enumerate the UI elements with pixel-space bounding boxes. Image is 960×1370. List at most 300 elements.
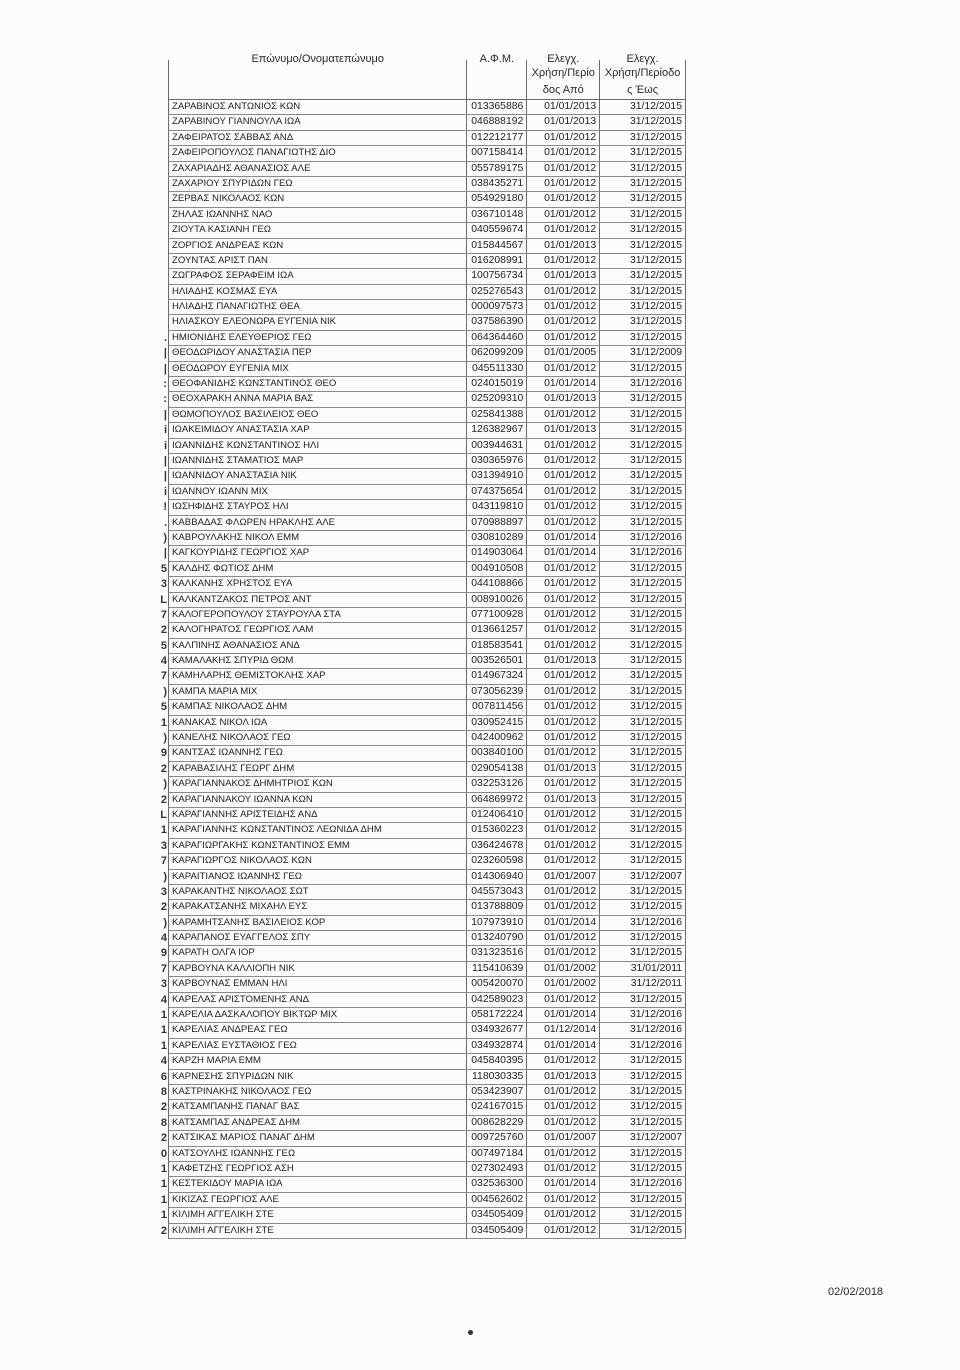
table-row: [160, 1085, 686, 1100]
table-row: [160, 823, 686, 838]
row-name: ΚΑΡΑΓΙΩΡΓΑΚΗΣ ΚΩΝΣΤΑΝΤΙΝΟΣ ΕΜΜ: [169, 839, 467, 853]
row-afm: 015360223: [467, 823, 527, 837]
row-afm: 034932677: [467, 1023, 527, 1037]
row-period-from: 01/01/2012: [527, 254, 600, 268]
table-row: [160, 639, 686, 654]
row-margin-mark: |: [163, 347, 167, 360]
row-period-to: 31/01/2011: [600, 962, 686, 976]
row-afm: 045511330: [467, 362, 527, 376]
table-row: [168, 177, 686, 192]
row-period-from: 01/01/2002: [527, 962, 600, 976]
row-afm: 024015019: [467, 377, 527, 391]
row-name: ΚΑΡΕΛΙΑΣ ΕΥΣΤΑΘΙΟΣ ΓΕΩ: [169, 1039, 467, 1053]
row-period-to: 31/12/2015: [600, 685, 686, 699]
row-name: ΚΑΡΑΚΑΤΣΑΝΗΣ ΜΙΧΑΗΛ ΕΥΣ: [169, 900, 467, 914]
row-period-to: 31/12/2016: [600, 1023, 686, 1037]
row-afm: 077100928: [467, 608, 527, 622]
row-period-from: 01/01/2014: [527, 1039, 600, 1053]
row-name: ΚΑΡΒΟΥΝΑ ΚΑΛΛΙΟΠΗ ΝΙΚ: [169, 962, 467, 976]
row-period-to: 31/12/2015: [600, 362, 686, 376]
row-name: ΚΙΛΙΜΗ ΑΓΓΕΛΙΚΗ ΣΤΕ: [169, 1224, 467, 1238]
row-period-from: 01/01/2007: [527, 1131, 600, 1145]
row-margin-mark: |: [163, 547, 167, 560]
row-period-to: 31/12/2015: [600, 1116, 686, 1130]
row-name: ΘΕΟΔΩΡΙΔΟΥ ΑΝΑΣΤΑΣΙΑ ΠΕΡ: [169, 346, 467, 360]
row-period-to: 31/12/2015: [600, 900, 686, 914]
row-period-to: 31/12/2007: [600, 870, 686, 884]
row-margin-mark: 3: [160, 839, 167, 852]
row-afm: 007158414: [467, 146, 527, 160]
row-name: ΚΑΛΔΗΣ ΦΩΤΙΟΣ ΔΗΜ: [169, 562, 467, 576]
row-name: ΙΩΣΗΦΙΔΗΣ ΣΤΑΥΡΟΣ ΗΛΙ: [169, 500, 467, 514]
table-row: [163, 362, 686, 377]
table-row: [160, 854, 686, 869]
row-period-to: 31/12/2016: [600, 916, 686, 930]
row-margin-mark: 7: [160, 670, 167, 683]
table-row: [160, 993, 686, 1008]
row-margin-mark: 7: [160, 608, 167, 621]
row-name: ΚΑΛΟΓΗΡΑΤΟΣ ΓΕΩΡΓΙΟΣ ΛΑΜ: [169, 623, 467, 637]
row-period-to: 31/12/2015: [600, 639, 686, 653]
table-row: [163, 423, 686, 438]
table-row: [168, 239, 686, 254]
row-afm: 000097573: [467, 300, 527, 314]
row-afm: 115410639: [467, 962, 527, 976]
row-name: ΙΩΑΚΕΙΜΙΔΟΥ ΑΝΑΣΤΑΣΙΑ ΧΑΡ: [169, 423, 467, 437]
row-margin-mark: 7: [160, 962, 167, 975]
table-row: [160, 1100, 686, 1115]
row-period-to: 31/12/2015: [600, 700, 686, 714]
row-period-from: 01/01/2012: [527, 639, 600, 653]
row-period-to: 31/12/2015: [600, 854, 686, 868]
row-afm: 118030335: [467, 1070, 527, 1084]
row-period-from: 01/01/2012: [527, 192, 600, 206]
row-afm: 008628229: [467, 1116, 527, 1130]
row-period-from: 01/01/2005: [527, 346, 600, 360]
header-from-top: Ελεγχ.: [547, 53, 580, 65]
table-row: [160, 1116, 686, 1131]
table-row: [163, 731, 686, 746]
row-period-from: 01/01/2012: [527, 177, 600, 191]
row-name: ΚΑΡΑΚΑΝΤΗΣ ΝΙΚΟΛΑΟΣ ΣΩΤ: [169, 885, 467, 899]
row-period-to: 31/12/2015: [600, 192, 686, 206]
row-period-from: 01/01/2014: [527, 1177, 600, 1191]
row-period-to: 31/12/2015: [600, 608, 686, 622]
table-row: [160, 946, 686, 961]
row-name: ΚΑΦΕΤΖΗΣ ΓΕΩΡΓΙΟΣ ΑΣΗ: [169, 1162, 467, 1176]
row-margin-mark: 3: [160, 885, 167, 898]
row-afm: 013788809: [467, 900, 527, 914]
row-name: ΚΑΡΝΕΣΗΣ ΣΠΥΡΙΔΩΝ ΝΙΚ: [169, 1070, 467, 1084]
row-period-from: 01/01/2012: [527, 900, 600, 914]
row-period-from: 01/01/2013: [527, 654, 600, 668]
row-name: ΚΑΝΤΣΑΣ ΙΩΑΝΝΗΣ ΓΕΩ: [169, 746, 467, 760]
table-row: [163, 485, 686, 500]
row-period-from: 01/01/2014: [527, 531, 600, 545]
table-row: [160, 716, 686, 731]
row-period-from: 01/01/2012: [527, 500, 600, 514]
row-period-to: 31/12/2015: [600, 146, 686, 160]
row-period-from: 01/01/2012: [527, 608, 600, 622]
row-name: ΚΑΒΒΑΔΑΣ ΦΛΩΡΕΝ ΗΡΑΚΛΗΣ ΑΛΕ: [169, 516, 467, 530]
row-afm: 004910508: [467, 562, 527, 576]
row-margin-mark: 0: [160, 1147, 167, 1160]
row-period-from: 01/01/2012: [527, 623, 600, 637]
row-afm: 040559674: [467, 223, 527, 237]
row-afm: 012212177: [467, 131, 527, 145]
row-period-to: 31/12/2015: [600, 485, 686, 499]
row-period-to: 31/12/2015: [600, 439, 686, 453]
table-row: [168, 269, 686, 284]
row-period-from: 01/01/2012: [527, 131, 600, 145]
row-period-to: 31/12/2015: [600, 808, 686, 822]
row-period-from: 01/01/2012: [527, 593, 600, 607]
row-period-to: 31/12/2016: [600, 377, 686, 391]
row-period-from: 01/01/2002: [527, 977, 600, 991]
row-afm: 032253126: [467, 777, 527, 791]
table-row: [160, 1147, 686, 1162]
row-period-to: 31/12/2015: [600, 408, 686, 422]
table-row: [163, 916, 686, 931]
row-period-from: 01/01/2012: [527, 746, 600, 760]
row-period-to: 31/12/2015: [600, 100, 686, 114]
row-margin-mark: :: [163, 393, 167, 406]
row-margin-mark: :: [163, 378, 167, 391]
row-name: ΚΑΡΑΓΙΑΝΝΑΚΟΣ ΔΗΜΗΤΡΙΟΣ ΚΩΝ: [169, 777, 467, 791]
row-afm: 042589023: [467, 993, 527, 1007]
row-period-to: 31/12/2015: [600, 239, 686, 253]
row-name: ΚΑΡΕΛΑΣ ΑΡΙΣΤΟΜΕΝΗΣ ΑΝΔ: [169, 993, 467, 1007]
row-afm: 025841388: [467, 408, 527, 422]
row-name: ΚΑΛΠΙΝΗΣ ΑΘΑΝΑΣΙΟΣ ΑΝΔ: [169, 639, 467, 653]
row-name: ΖΙΟΥΤΑ ΚΑΣΙΑΝΗ ΓΕΩ: [169, 223, 467, 237]
row-afm: 030810289: [467, 531, 527, 545]
row-period-from: 01/01/2012: [527, 1224, 600, 1238]
table-row: [160, 977, 686, 992]
row-name: ΚΑΤΣΙΚΑΣ ΜΑΡΙΟΣ ΠΑΝΑΓ ΔΗΜ: [169, 1131, 467, 1145]
table-row: [160, 762, 686, 777]
row-period-to: 31/12/2015: [600, 946, 686, 960]
row-afm: 013240790: [467, 931, 527, 945]
row-name: ΚΑΜΑΛΑΚΗΣ ΣΠΥΡΙΔ ΘΩΜ: [169, 654, 467, 668]
row-name: ΚΑΛΚΑΝΗΣ ΧΡΗΣΤΟΣ ΕΥΑ: [169, 577, 467, 591]
row-name: ΚΑΤΣΟΥΛΗΣ ΙΩΑΝΝΗΣ ΓΕΩ: [169, 1147, 467, 1161]
row-name: ΚΑΜΠΑΣ ΝΙΚΟΛΑΟΣ ΔΗΜ: [169, 700, 467, 714]
row-name: ΚΕΣΤΕΚΙΔΟΥ ΜΑΡΙΑ ΙΩΑ: [169, 1177, 467, 1191]
row-name: ΖΕΡΒΑΣ ΝΙΚΟΛΑΟΣ ΚΩΝ: [169, 192, 467, 206]
row-period-to: 31/12/2015: [600, 654, 686, 668]
row-period-to: 31/12/2015: [600, 177, 686, 191]
table-row: [160, 931, 686, 946]
row-name: ΚΑΡΑΤΗ ΟΛΓΑ ΙΟΡ: [169, 946, 467, 960]
table-row: [163, 377, 686, 392]
row-margin-mark: 4: [160, 993, 167, 1006]
row-period-from: 01/01/2013: [527, 392, 600, 406]
row-margin-mark: 2: [160, 793, 167, 806]
row-name: ΙΩΑΝΝΙΔΗΣ ΚΩΝΣΤΑΝΤΙΝΟΣ ΗΛΙ: [169, 439, 467, 453]
row-name: ΚΑΡΑΒΑΣΙΛΗΣ ΓΕΩΡΓ ΔΗΜ: [169, 762, 467, 776]
row-name: ΗΛΙΑΣΚΟΥ ΕΛΕΟΝΩΡΑ ΕΥΓΕΝΙΑ ΝΙΚ: [169, 315, 467, 329]
row-afm: 100756734: [467, 269, 527, 283]
row-period-from: 01/01/2012: [527, 1085, 600, 1099]
table-row: [160, 839, 686, 854]
row-afm: 029054138: [467, 762, 527, 776]
header-name: [169, 53, 467, 99]
table-row: [160, 808, 686, 823]
row-period-from: 01/01/2012: [527, 454, 600, 468]
row-afm: 013365886: [467, 100, 527, 114]
table-row: [163, 777, 686, 792]
table-row: [160, 1054, 686, 1069]
row-afm: 018583541: [467, 639, 527, 653]
row-name: ΚΑΡΒΟΥΝΑΣ ΕΜΜΑΝ ΗΛΙ: [169, 977, 467, 991]
row-period-from: 01/01/2013: [527, 269, 600, 283]
row-margin-mark: 3: [160, 578, 167, 591]
row-margin-mark: 1: [160, 1009, 167, 1022]
table-row: [160, 962, 686, 977]
row-period-to: 31/12/2015: [600, 300, 686, 314]
table-row: [160, 1177, 686, 1192]
row-afm: 013661257: [467, 623, 527, 637]
row-period-from: 01/01/2013: [527, 115, 600, 129]
row-name: ΚΑΜΠΑ ΜΑΡΙΑ ΜΙΧ: [169, 685, 467, 699]
row-margin-mark: 2: [160, 901, 167, 914]
row-period-to: 31/12/2015: [600, 1100, 686, 1114]
row-name: ΚΑΡΕΛΙΑΣ ΑΝΔΡΕΑΣ ΓΕΩ: [169, 1023, 467, 1037]
row-name: ΚΑΡΑΓΙΩΡΓΟΣ ΝΙΚΟΛΑΟΣ ΚΩΝ: [169, 854, 467, 868]
row-afm: 107973910: [467, 916, 527, 930]
row-period-from: 01/01/2013: [527, 762, 600, 776]
row-period-from: 01/01/2013: [527, 423, 600, 437]
row-margin-mark: 2: [160, 1101, 167, 1114]
row-margin-mark: ): [163, 916, 167, 929]
table-row: [160, 562, 686, 577]
row-margin-mark: |: [163, 362, 167, 375]
row-margin-mark: 1: [160, 1209, 167, 1222]
row-margin-mark: 4: [160, 655, 167, 668]
table-row: [163, 439, 686, 454]
row-period-to: 31/12/2015: [600, 885, 686, 899]
row-name: ΚΑΛΟΓΕΡΟΠΟΥΛΟΥ ΣΤΑΥΡΟΥΛΑ ΣΤΑ: [169, 608, 467, 622]
row-afm: 004562602: [467, 1193, 527, 1207]
row-afm: 043119810: [467, 500, 527, 514]
row-name: ΖΑΡΑΒΙΝΟΣ ΑΝΤΩΝΙΟΣ ΚΩΝ: [169, 100, 467, 114]
row-afm: 042400962: [467, 731, 527, 745]
table-row: [168, 162, 686, 177]
row-margin-mark: L: [160, 808, 167, 821]
row-period-to: 31/12/2015: [600, 993, 686, 1007]
row-name: ΚΑΡΑΜΗΤΣΑΝΗΣ ΒΑΣΙΛΕΙΟΣ ΚΟΡ: [169, 916, 467, 930]
table-row: [160, 577, 686, 592]
row-name: ΗΛΙΑΔΗΣ ΠΑΝΑΓΙΩΤΗΣ ΘΕΑ: [169, 300, 467, 314]
table-row: [160, 1224, 686, 1239]
row-period-to: 31/12/2015: [600, 669, 686, 683]
row-afm: 073056239: [467, 685, 527, 699]
row-name: ΚΙΛΙΜΗ ΑΓΓΕΛΙΚΗ ΣΤΕ: [169, 1208, 467, 1222]
table-row: [163, 685, 686, 700]
row-afm: 008910026: [467, 593, 527, 607]
row-name: ΖΑΦΕΙΡΟΠΟΥΛΟΣ ΠΑΝΑΓΙΩΤΗΣ ΔΙΟ: [169, 146, 467, 160]
row-period-from: 01/01/2012: [527, 362, 600, 376]
row-period-from: 01/01/2012: [527, 516, 600, 530]
row-name: ΚΙΚΙΖΑΣ ΓΕΩΡΓΙΟΣ ΑΛΕ: [169, 1193, 467, 1207]
row-period-from: 01/01/2013: [527, 793, 600, 807]
row-margin-mark: 1: [160, 1193, 167, 1206]
row-period-from: 01/01/2012: [527, 300, 600, 314]
row-afm: 032536300: [467, 1177, 527, 1191]
row-period-to: 31/12/2015: [600, 716, 686, 730]
row-afm: 031394910: [467, 469, 527, 483]
row-afm: 037586390: [467, 315, 527, 329]
row-period-to: 31/12/2015: [600, 469, 686, 483]
row-afm: 034505409: [467, 1208, 527, 1222]
row-period-to: 31/12/2015: [600, 208, 686, 222]
row-afm: 034932874: [467, 1039, 527, 1053]
row-period-from: 01/01/2012: [527, 223, 600, 237]
row-period-from: 01/01/2012: [527, 669, 600, 683]
row-period-from: 01/01/2014: [527, 1008, 600, 1022]
row-period-to: 31/12/2015: [600, 593, 686, 607]
row-name: ΖΑΧΑΡΙΑΔΗΣ ΑΘΑΝΑΣΙΟΣ ΑΛΕ: [169, 162, 467, 176]
row-afm: 058172224: [467, 1008, 527, 1022]
row-period-from: 01/01/2012: [527, 1208, 600, 1222]
header-afm-label: Α.Φ.Μ.: [479, 53, 515, 65]
row-period-to: 31/12/2015: [600, 823, 686, 837]
row-margin-mark: |: [163, 408, 167, 421]
row-name: ΚΑΡΑΙΤΙΑΝΟΣ ΙΩΑΝΝΗΣ ΓΕΩ: [169, 870, 467, 884]
row-period-to: 31/12/2015: [600, 1162, 686, 1176]
row-period-from: 01/01/2012: [527, 993, 600, 1007]
row-afm: 034505409: [467, 1224, 527, 1238]
row-period-from: 01/01/2012: [527, 285, 600, 299]
row-period-to: 31/12/2015: [600, 1147, 686, 1161]
table-row: [168, 131, 686, 146]
table-row: [168, 254, 686, 269]
taxpayer-table: [160, 53, 686, 1239]
row-margin-mark: 1: [160, 1162, 167, 1175]
row-afm: 053423907: [467, 1085, 527, 1099]
row-period-to: 31/12/2015: [600, 1224, 686, 1238]
row-period-from: 01/01/2012: [527, 946, 600, 960]
row-name: ΚΑΝΕΛΗΣ ΝΙΚΟΛΑΟΣ ΓΕΩ: [169, 731, 467, 745]
row-period-to: 31/12/2015: [600, 931, 686, 945]
table-row: [163, 870, 686, 885]
header-period-from: [527, 53, 600, 99]
row-period-to: 31/12/2015: [600, 1054, 686, 1068]
row-name: ΚΑΡΖΗ ΜΑΡΙΑ ΕΜΜ: [169, 1054, 467, 1068]
table-row: [163, 469, 686, 484]
row-name: ΗΜΙΟΝΙΔΗΣ ΕΛΕΥΘΕΡΙΟΣ ΓΕΩ: [169, 331, 467, 345]
row-period-from: 01/01/2014: [527, 916, 600, 930]
row-margin-mark: 8: [160, 1116, 167, 1129]
row-afm: 064869972: [467, 793, 527, 807]
header-from-line1: Χρήση/Περίο: [531, 67, 595, 79]
row-name: ΖΟΥΝΤΑΣ ΑΡΙΣΤ ΠΑΝ: [169, 254, 467, 268]
table-row: [163, 392, 686, 407]
row-name: ΖΟΡΓΙΟΣ ΑΝΔΡΕΑΣ ΚΩΝ: [169, 239, 467, 253]
row-period-to: 31/12/2015: [600, 1085, 686, 1099]
table-row: [163, 346, 686, 361]
row-afm: 036710148: [467, 208, 527, 222]
row-period-to: 31/12/2015: [600, 793, 686, 807]
row-afm: 030365976: [467, 454, 527, 468]
row-period-from: 01/01/2014: [527, 546, 600, 560]
table-row: [160, 700, 686, 715]
row-afm: 014903064: [467, 546, 527, 560]
row-margin-mark: 7: [160, 855, 167, 868]
row-period-from: 01/01/2012: [527, 146, 600, 160]
row-name: ΚΑΒΡΟΥΛΑΚΗΣ ΝΙΚΟΛ ΕΜΜ: [169, 531, 467, 545]
row-name: ΘΩΜΟΠΟΥΛΟΣ ΒΑΣΙΛΕΙΟΣ ΘΕΟ: [169, 408, 467, 422]
row-name: ΘΕΟΧΑΡΑΚΗ ΑΝΝΑ ΜΑΡΙΑ ΒΑΣ: [169, 392, 467, 406]
table-row: [168, 208, 686, 223]
row-margin-mark: 5: [160, 562, 167, 575]
table-row: [160, 1131, 686, 1146]
row-afm: 016208991: [467, 254, 527, 268]
row-afm: 036424678: [467, 839, 527, 853]
row-period-to: 31/12/2016: [600, 1008, 686, 1022]
table-row: [160, 1193, 686, 1208]
row-margin-mark: 4: [160, 932, 167, 945]
row-margin-mark: i: [163, 485, 167, 498]
row-period-from: 01/01/2012: [527, 1054, 600, 1068]
row-margin-mark: 2: [160, 1132, 167, 1145]
row-period-from: 01/01/2012: [527, 931, 600, 945]
row-margin-mark: ): [163, 685, 167, 698]
row-margin-mark: 9: [160, 747, 167, 760]
row-afm: 126382967: [467, 423, 527, 437]
table-row: [160, 746, 686, 761]
row-period-from: 01/01/2012: [527, 577, 600, 591]
row-afm: 003840100: [467, 746, 527, 760]
header-to-line2: ς Έως: [627, 84, 659, 96]
row-name: ΙΩΑΝΝΙΔΗΣ ΣΤΑΜΑΤΙΟΣ ΜΑΡ: [169, 454, 467, 468]
row-margin-mark: ): [163, 732, 167, 745]
row-period-from: 01/01/2012: [527, 1100, 600, 1114]
row-period-to: 31/12/2011: [600, 977, 686, 991]
table-row: [160, 608, 686, 623]
row-period-from: 01/01/2012: [527, 808, 600, 822]
row-period-from: 01/01/2012: [527, 731, 600, 745]
row-period-to: 31/12/2015: [600, 777, 686, 791]
row-afm: 007497184: [467, 1147, 527, 1161]
row-afm: 023260598: [467, 854, 527, 868]
row-margin-mark: |: [163, 470, 167, 483]
table-row: [160, 1023, 686, 1038]
header-from-line2: δος Από: [542, 84, 584, 96]
row-margin-mark: 8: [160, 1086, 167, 1098]
row-margin-mark: 2: [160, 762, 167, 775]
table-row: [160, 1008, 686, 1023]
row-period-from: 01/01/2012: [527, 716, 600, 730]
row-period-from: 01/01/2012: [527, 208, 600, 222]
row-period-to: 31/12/2015: [600, 162, 686, 176]
row-margin-mark: 1: [160, 1039, 167, 1052]
row-period-to: 31/12/2015: [600, 392, 686, 406]
row-name: ΚΑΡΕΛΙΑ ΔΑΣΚΑΛΟΠΟΥ ΒΙΚΤΩΡ ΜΙΧ: [169, 1008, 467, 1022]
row-afm: 014306940: [467, 870, 527, 884]
row-name: ΘΕΟΦΑΝΙΔΗΣ ΚΩΝΣΤΑΝΤΙΝΟΣ ΘΕΟ: [169, 377, 467, 391]
row-period-to: 31/12/2015: [600, 285, 686, 299]
row-period-from: 01/01/2012: [527, 700, 600, 714]
row-period-from: 01/01/2012: [527, 485, 600, 499]
row-period-to: 31/12/2016: [600, 1039, 686, 1053]
header-period-to: [600, 53, 686, 99]
table-row: [168, 100, 686, 115]
row-margin-mark: .: [163, 516, 167, 529]
row-name: ΚΑΣΤΡΙΝΑΚΗΣ ΝΙΚΟΛΑΟΣ ΓΕΩ: [169, 1085, 467, 1099]
table-row: [163, 454, 686, 469]
